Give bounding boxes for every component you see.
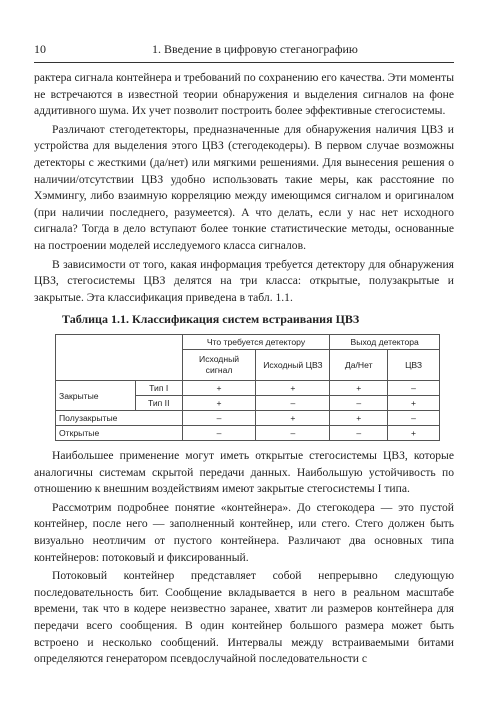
table-header-row	[56, 335, 440, 350]
table-caption: Таблица 1.1. Классификация систем встраивания ЦВЗ	[62, 312, 360, 326]
table-cell: –	[256, 396, 330, 411]
running-header	[34, 40, 454, 63]
text-block-bottom	[34, 448, 454, 670]
page-number: 10	[34, 42, 46, 56]
table-col-header: Да/Нет	[330, 350, 388, 381]
text-block-top	[34, 70, 454, 308]
table-cell: +	[182, 381, 256, 396]
paragraph: Различают стегодетекторы, предназначенные для обнаружения наличия ЦВЗ и устройства для выделения этого ЦВЗ (стегодекодеры). В первом случае возможны детекторы с жесткими (да/нет) или мягкими решениями. Для вынесения решения о наличии/отсутствии ЦВЗ удобно использовать такие меры, как расстояние по Хэммингу, либо взаимную корреляцию между имеющимся сигналом и оригиналом (при наличии последнего, разумеется). А что делать, если у нас нет исходного сигнала? Тогда в дело вступают более тонкие статистические методы, основанные на построении моделей исследуемого класса сигналов.	[34, 122, 454, 252]
table-row	[56, 411, 440, 426]
table-class-cell: Полузакрытые	[56, 411, 183, 426]
table-cell: +	[256, 381, 330, 396]
paragraph: Наибольшее применение могут иметь открытые стегосистемы ЦВЗ, которые аналогичны системам скрытой передачи данных. Наибольшую устойчивость по отношению к внешним воздействиям имеют закрытые стегосистемы I типа.	[34, 449, 454, 496]
table-corner-cell	[56, 335, 183, 381]
table-cell: +	[330, 381, 388, 396]
paragraph: Потоковый контейнер представляет собой непрерывно следующую последовательность бит. Сообщение вкладывается в него в реальном масштабе времени, так что в кодере неизвестно заранее, хватит ли размеров контейнера для передачи всего сообщения. В один контейнер большого размера может быть встроено и несколько сообщений. Интервалы между встраиваемыми битами определяются генератором псевдослучайной последовательности с	[34, 569, 454, 666]
table-cell: –	[256, 426, 330, 441]
table-cell: –	[388, 381, 440, 396]
table-cell: +	[182, 396, 256, 411]
table-cell: –	[330, 426, 388, 441]
chapter-title: 1. Введение в цифровую стеганографию	[152, 42, 358, 56]
table-cell: –	[330, 396, 388, 411]
table-class-cell: Открытые	[56, 426, 183, 441]
table-row	[56, 426, 440, 441]
table-group-header: Выход детектора	[330, 335, 440, 350]
table-subtype-cell: Тип II	[135, 396, 182, 411]
table-cell: +	[256, 411, 330, 426]
paragraph: рактера сигнала контейнера и требований по сохранению его качества. Эти моменты не встречаются в известной теории обнаружения и выделения сигналов на фоне аддитивного шума. Их учет позволит построить более эффективные стегосистемы.	[34, 71, 454, 118]
table-cell: –	[182, 426, 256, 441]
table-cell: +	[330, 411, 388, 426]
classification-table	[55, 334, 440, 441]
table-cell: +	[388, 426, 440, 441]
table-subtype-cell: Тип I	[135, 381, 182, 396]
table-cell: –	[182, 411, 256, 426]
table-group-header: Что требуется детектору	[182, 335, 330, 350]
paragraph: Рассмотрим подробнее понятие «контейнера». До стегокодера — это пустой контейнер, после него — заполненный контейнер, или стего. Стего должен быть визуально неотличим от пустого контейнера. Различают два основных типа контейнеров: потоковый и фиксированный.	[34, 500, 454, 564]
table-col-header: Исходный сигнал	[182, 350, 256, 381]
table-class-cell: Закрытые	[56, 381, 136, 411]
paragraph: В зависимости от того, какая информация требуется детектору для обнаружения ЦВЗ, стегосистемы ЦВЗ делятся на три класса: открытые, полузакрытые и закрытые. Эта классификация приведена в табл. 1.1.	[34, 257, 454, 304]
table-col-header: ЦВЗ	[388, 350, 440, 381]
table-cell: –	[388, 411, 440, 426]
table-cell: +	[388, 396, 440, 411]
table-row	[56, 381, 440, 396]
table-col-header: Исходный ЦВЗ	[256, 350, 330, 381]
